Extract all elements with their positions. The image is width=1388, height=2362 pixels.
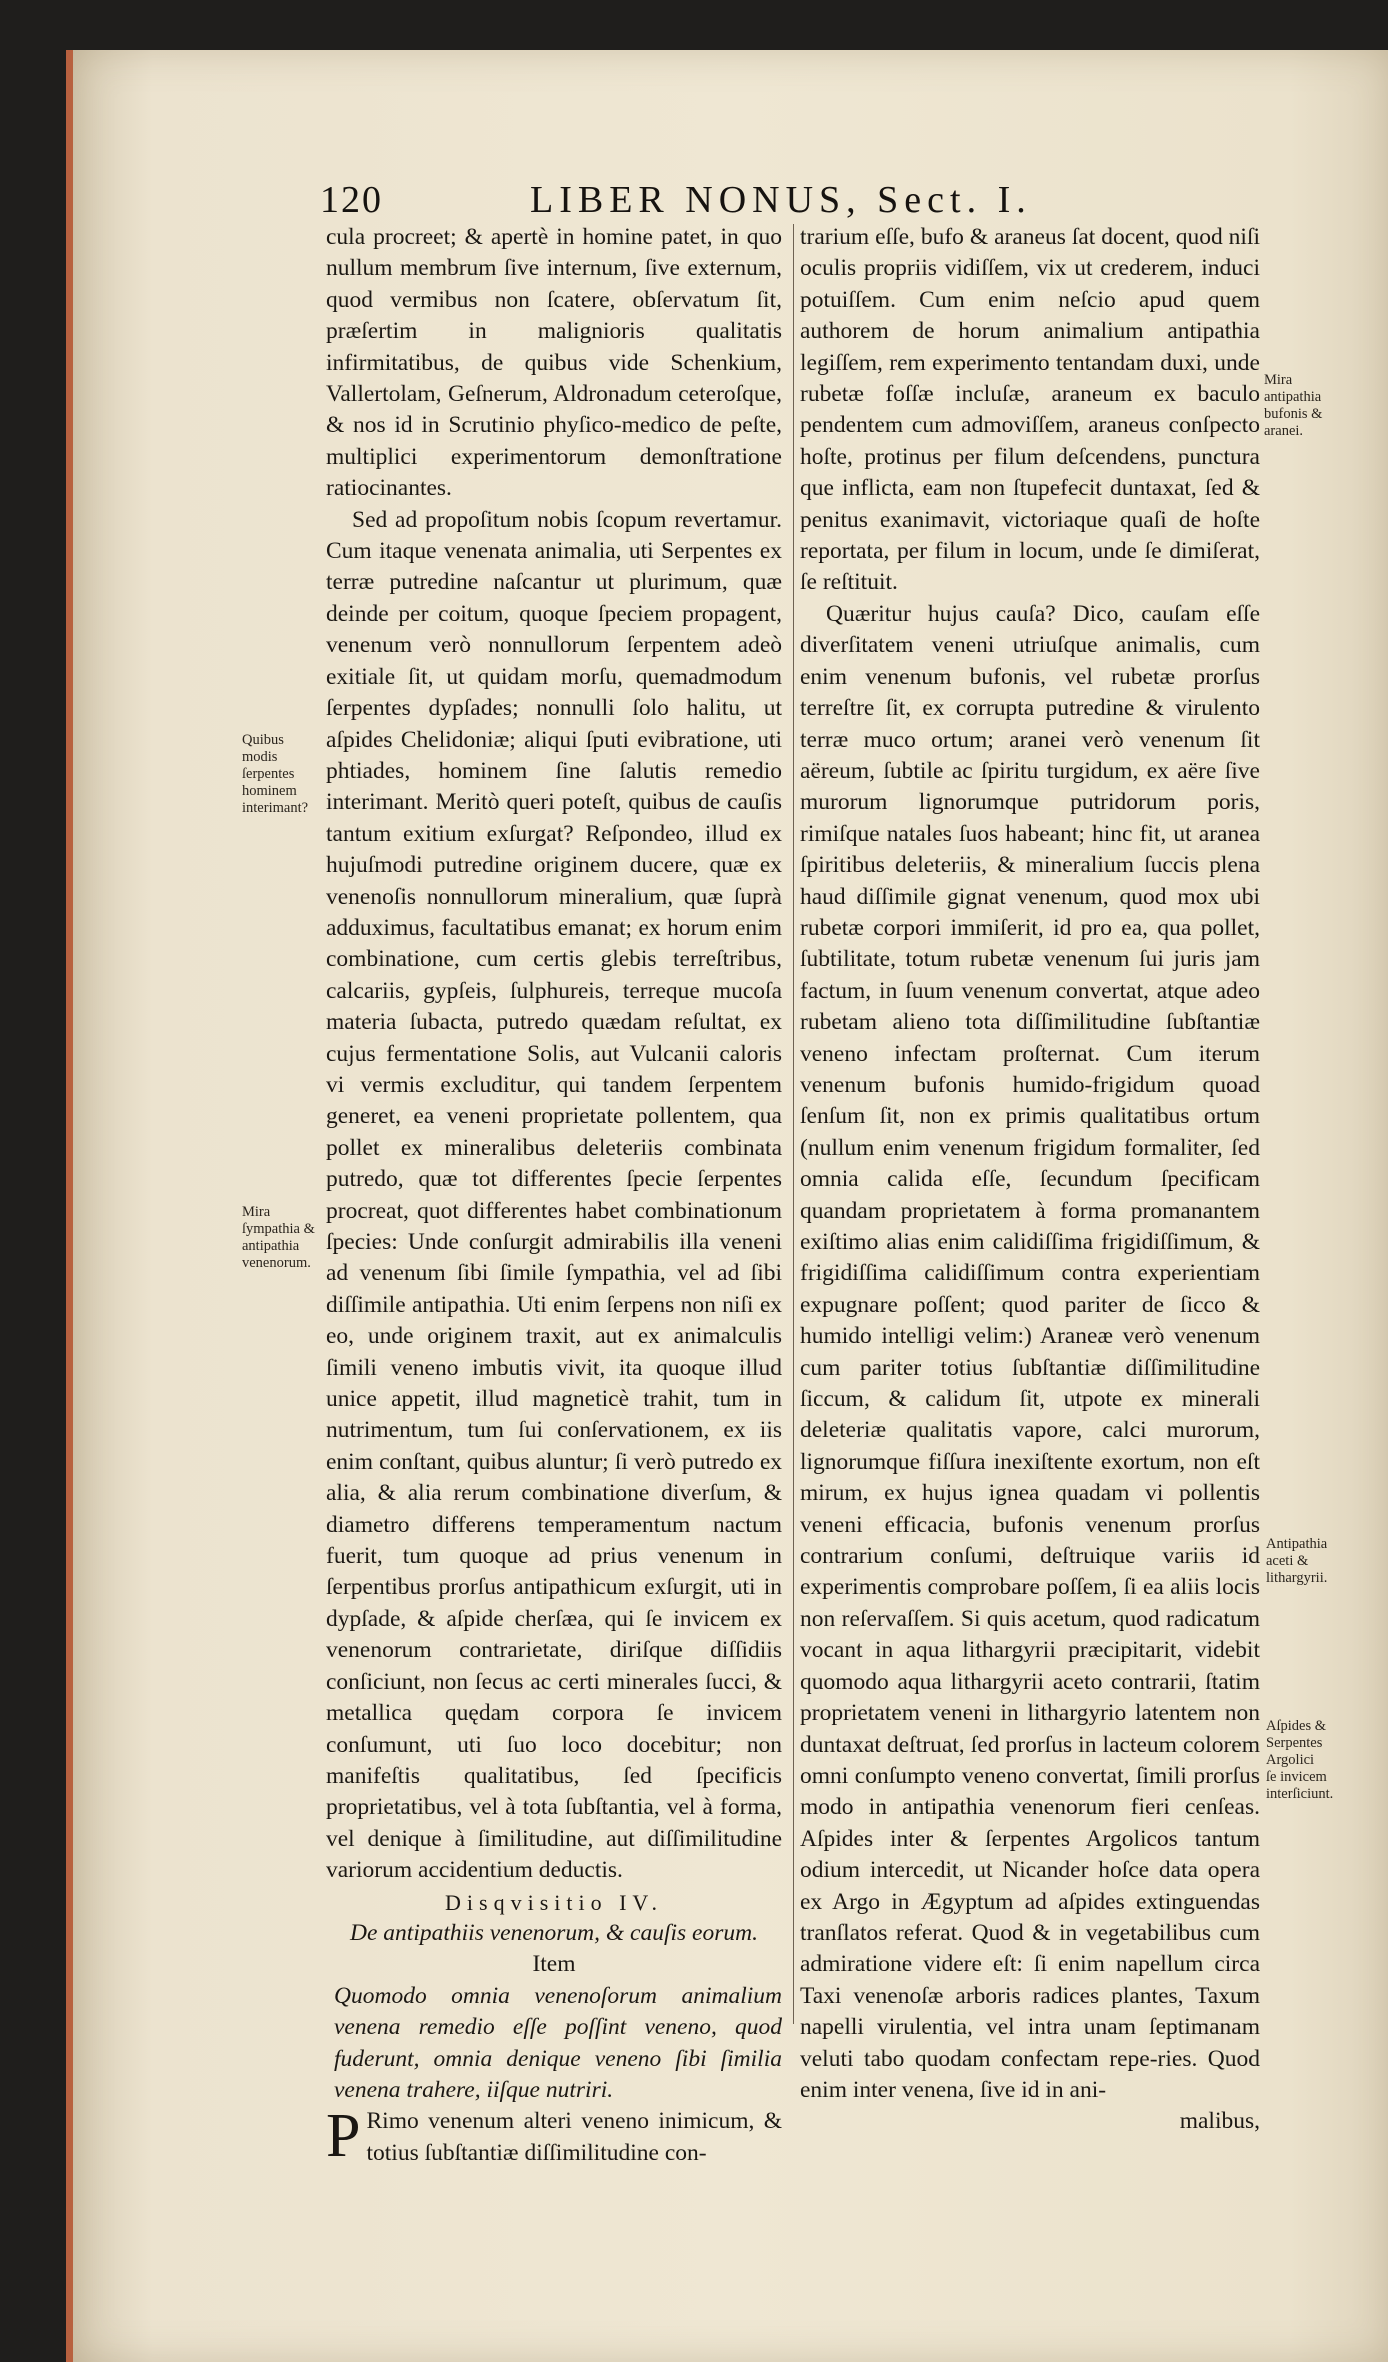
item-subtitle: Quomodo omnia venenoſorum animalium venena remedio eſſe poſſint veneno, quod fuderunt, omnia denique veneno ſibi ſimilia venena trahere, iiſque nutriri. — [334, 1982, 782, 2103]
margin-note-right: Mira antipathia bufonis & aranei. — [1264, 372, 1323, 439]
paragraph: Quæritur hujus cauſa? Dico, cauſam eſſe diverſitatem veneni utriuſque animalis, cum enim venenum bufonis, vel rubetæ prorſus terreſtre ſit, ex corrupta putredine & virulento terræ muco ortum; aranei verò venenum ſit aëreum, ſubtile ac ſpiritu turgidum, ex aëre ſive murorum lignorumque putridorum poris, rimiſque natales ſuos habeant; hinc fit, ut aranea ſpiritibus deleteriis, & mineralium ſuccis plena haud diſſimile gignat venenum, quod mox ubi rubetæ corpori immiſerit, id pro ea, qua pollet, ſubtilitate, totum rubetæ venenum ſui juris jam factum, in ſuum venenum convertat, atque adeo rubetam alieno tota diſſimilitudine ſubſtantiæ veneno infectam proſternat. Cum iterum venenum bufonis humido-frigidum quoad ſenſum ſit, non ex primis qualitatibus ortum (nullum enim venenum frigidum formaliter, ſed omnia calida eſſe, ſecundum ſpecificam quandam proprietatem à forma promanantem exiſtimo alias enim calidiſſima frigidiſſimum, & frigidiſſima calidiſſimum contra experientiam expugnare poſſent; quod pariter de ſicco & humido intelligi velim:) Araneæ verò venenum cum pariter totius ſubſtantiæ diſſimilitudine ſiccum, & calidum ſit, utpote ex minerali deleteriæ qualitatis vapore, calci murorum, lignorumque fiſſura inexiſtente exortum, non eſt mirum, ex hujus ignea quadam vi pollentis veneni efficacia, bufonis venenum prorſus contrarium conſumi, deſtruique variis id experimentis comprobare poſſem, ſi ea aliis locis non reſervaſſem. Si quis acetum, quod radicatum vocant in aqua lithargyrii præcipitarit, videbit quomodo aqua lithargyrii aceto contrarii, ſtatim proprietatem veneni in lithargyrio latentem non duntaxat deſtruat, ſed prorſus in lacteum colorem omni conſumpto veneno convertat, ſimili prorſus modo in antipathia venenorum fieri cenſeas. Aſpides inter & ſerpentes Argolicos tantum odium intercedit, ut Nicander hoſce data opera ex Argo in Ægyptum ad aſpides extinguendas tranſlatos referat. Quod & in vegetabilibus cum admiratione videre eſt: ſi enim napellum circa Taxi venenoſæ arboris radices plantes, Taxum napelli virulentia, vel intra unam ſeptimanam veluti tabo quodam confectam repe-ries. Quod enim inter venena, ſive id in ani- — [800, 600, 1260, 2103]
margin-note-right: Antipathia aceti & lithargyrii. — [1266, 1536, 1328, 1586]
running-header — [320, 178, 1220, 220]
column-divider — [793, 224, 794, 2024]
paragraph-text: Rimo venenum alteri veneno inimicum, & totius ſubſtantiæ diſſimilitudine con- — [366, 2108, 782, 2166]
drop-cap: P — [326, 2102, 361, 2171]
margin-note-right: Aſpides & Serpentes Argolici ſe invicem interſiciunt. — [1266, 1718, 1334, 1802]
text-column-right — [800, 222, 1260, 2138]
running-title: LIBER NONUS, Sect. I. — [530, 179, 1032, 221]
section-heading: Disqvisitio IV. — [445, 1889, 663, 1915]
paragraph — [326, 2102, 782, 2171]
item-heading: Item — [532, 1951, 576, 1978]
margin-note-left: Quibus modis ſerpentes hominem interimant? — [242, 732, 309, 816]
paragraph: trarium eſſe, bufo & araneus ſat docent, quod niſi oculis propriis vidiſſem, vix ut crederem, induci potuiſſem. Cum enim neſcio apud quem authorem de horum animalium antipathia legiſſem, rem experimento tentandam duxi, unde rubetæ foſſæ incluſæ, araneum ex baculo pendentem cum admoviſſem, araneus conſpecto hoſte, protinus per filum deſcendens, punctura que inflicta, eam non ſtupefecit duntaxat, ſed & penitus exanimavit, victoriaque quaſi de hoſte reportata, per filum in locum, unde ſe dimiſerat, ſe reſtituit. — [800, 224, 1260, 596]
section-subtitle: De antipathiis venenorum, & cauſis eorum. — [350, 1919, 758, 1946]
paragraph: cula procreet; & apertè in homine patet, in quo nullum membrum ſive internum, ſive externum, quod vermibus non ſcatere, obſervatum ſit, præſertim in malignioris qualitatis infirmitatibus, de quibus vide Schenkium, Vallertolam, Geſnerum, Aldronadum ceteroſque, & nos id in Scrutinio phyſico-medico de peſte, multiplici experimentorum demonſtratione ratiocinantes. — [326, 224, 782, 502]
paragraph: Sed ad propoſitum nobis ſcopum revertamur. Cum itaque venenata animalia, uti Serpentes ex terræ putredine naſcantur ut plurimum, quæ deinde per coitum, quoque ſpeciem propagent, venenum verò nonnullorum ſerpentem adeò exitiale ſit, ut quidam morſu, quemadmodum ſerpentes dypſades; nonnulli ſolo halitu, ut aſpides Chelidoniæ; aliqui ſputi evibratione, uti phtiades, hominem ſine ſalutis remedio interimant. Meritò queri poteſt, quibus de cauſis tantum exitium exſurgat? Reſpondeo, illud ex hujuſmodi putredine originem ducere, quæ ex venenoſis nonnullorum mineralium, quæ ſuprà adduximus, facultatibus emanat; ex horum enim combinatione, cum certis glebis terreſtribus, calcariis, gypſeis, ſulphureis, terreque mucoſa materia ſubacta, putredo quædam reſultat, ex cujus fermentatione Solis, aut Vulcanii caloris vi vermis excluditur, qui tandem ſerpentem generet, ea veneni proprietate pollentem, qua pollet ex mineralibus deleteriis combinata putredo, quæ tot differentes ſpecie ſerpentes procreat, quot differentes habet combinationum ſpecies: Unde conſurgit admirabilis illa veneni ad venenum ſibi ſimile ſympathia, vel ad ſibi diſſimile antipathia. Uti enim ſerpens non niſi ex eo, unde originem traxit, aut ex animalculis ſimili veneno imbutis vivit, ita quoque illud unice appetit, illud magneticè trahit, tum in nutrimentum, tum ſui conſervationem, ex iis enim conſtant, quibus aluntur; ſi verò putredo ex alia, & alia rerum combinatione diverſum, & diametro differens temperamentum nactum fuerit, tum quoque ad prius venenum in ſerpentibus prorſus antipathicum exſurgit, uti in dypſade, & aſpide cherſæa, qui ſe invicem ex venenorum contrarietate, diriſque diſſidiis conſiciunt, non ſecus ac certi minerales ſucci, & metallica quędam corpora ſe invicem conſumunt, uti ſuo loco docebitur; non manifeſtis qualitatibus, ſed ſpecificis proprietatibus, vel à tota ſubſtantia, vel à forma, vel denique à ſimilitudine, aut diſſimilitudine variorum accidentium deductis. — [326, 506, 782, 1884]
text-column-left — [326, 222, 782, 2169]
margin-note-left: Mira ſympathia & antipathia venenorum. — [242, 1204, 315, 1271]
page-number: 120 — [320, 179, 383, 221]
catchword: malibus, — [1179, 2108, 1260, 2135]
